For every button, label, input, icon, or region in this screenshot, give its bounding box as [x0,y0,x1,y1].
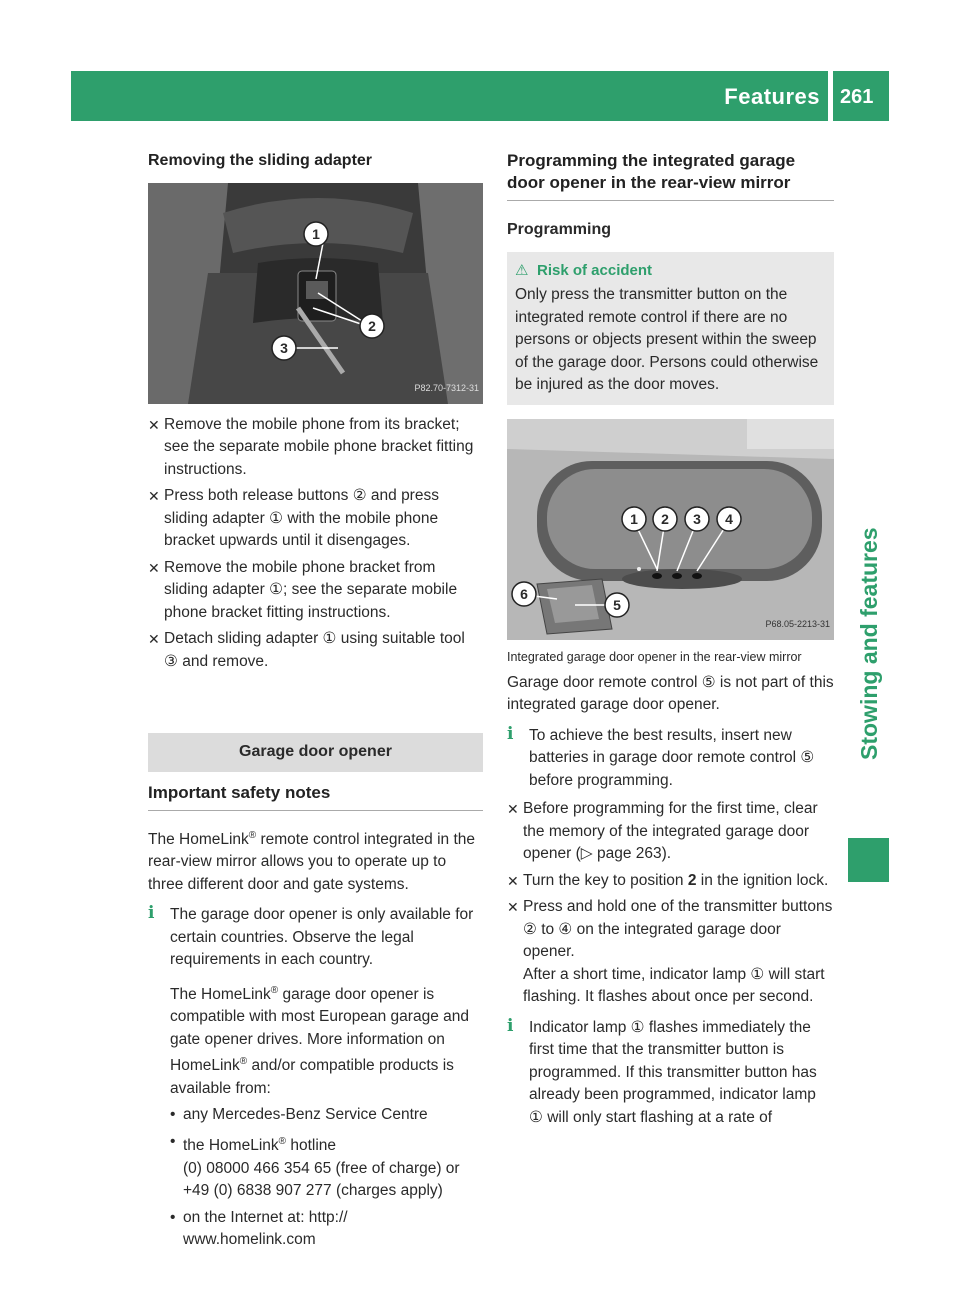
note-availability: i The garage door opener is only available for certain countries. Observe the legal requirements in each country. The HomeLink® garage door opener is compatible with most European garage and gate opener drives. More information on HomeLink® and/or compatible products is available from: • any Mercedes-Benz Service Centre • the HomeLink® hotline (0) 08000 466 354 65 (free of charge) or +49 (0) 6838 907 277 (charges apply) • on the Internet at: http:// www.homelink.com [148,904,483,1251]
mirror-callout-1: 1 [630,510,638,527]
left-column [148,150,483,1252]
step-clear-memory: ✕ Before programming for the first time, clear the memory of the integrated garage door opener (▷ page 263). [507,800,818,862]
warning-box [507,252,834,405]
intro-paragraph: The HomeLink® remote control integrated in the rear-view mirror allows you to operate up to three different door and gate systems. [148,829,476,893]
bullet-internet: • on the Internet at: http:// www.homelink.com [170,1207,483,1252]
step-arrow-icon: ✕ [507,899,519,915]
step-arrow-icon: ✕ [148,488,160,504]
step-arrow-icon: ✕ [148,416,160,433]
step-arrow-icon: ✕ [148,631,160,647]
side-tab-label: Stowing and features [856,527,882,760]
step-press-release: ✕ Press both release buttons ② and press sliding adapter ① with the mobile phone bracket upwards until it disengages. [148,487,439,549]
photo-caption: Integrated garage door opener in the rear-view mirror [507,649,802,664]
step-arrow-icon: ✕ [507,801,519,817]
callout-1: 1 [312,225,320,242]
photo-code: P68.05-2213-31 [765,619,830,629]
photo-code: P82.70-7312-31 [414,383,479,393]
step-remove-phone: ✕ Remove the mobile phone from its bracket; see the separate mobile phone bracket fitting instructions. [148,415,474,478]
info-icon: i [507,1015,514,1036]
heading-programming-opener: Programming the integrated garage door opener in the rear-view mirror [507,150,834,201]
warning-text: Only press the transmitter button on the integrated remote control if there are no persons or objects present within the sweep of the garage door. Persons could otherwise be injured as the door moves. [515,286,819,393]
section-garage-door-opener: Garage door opener [148,733,483,772]
step-detach-adapter: ✕ Detach sliding adapter ① using suitable tool ③ and remove. [148,630,465,670]
info-icon: i [507,723,514,744]
side-tab-marker [848,838,889,882]
step-arrow-icon: ✕ [148,559,160,576]
photo-mirror-illustration [507,419,834,640]
header-bar [71,71,828,121]
info-icon: i [148,903,155,924]
bullet-service-centre: • any Mercedes-Benz Service Centre [170,1104,483,1127]
photo-sliding-adapter-illustration [148,183,483,404]
heading-programming: Programming [507,221,612,238]
warning-title: ⚠ Risk of accident [515,260,826,283]
step-turn-key: ✕ Turn the key to position 2 in the ignition lock. [507,870,834,893]
mirror-callout-6: 6 [520,585,528,602]
warning-triangle-icon: ⚠ [515,261,529,279]
heading-removing-adapter: Removing the sliding adapter [148,152,373,169]
mirror-callout-5: 5 [613,596,621,613]
header-title: Features [724,84,820,109]
photo-sliding-adapter [148,183,483,404]
heading-safety-notes: Important safety notes [148,782,483,811]
step-press-hold: ✕ Press and hold one of the transmitter buttons ② to ④ on the integrated garage door opener. After a short time, indicator lamp ① will start flashing. It flashes about once per second. [507,896,834,1009]
note-compatibility: The HomeLink® garage door opener is compatible with most European garage and gate opener drives. More information on HomeLink® and/or compatible products is available from: [170,984,469,1097]
step-arrow-icon: ✕ [507,872,519,889]
note-indicator-lamp: i Indicator lamp ① flashes immediately the first time that the transmitter button is programmed. If this transmitter button has already been programmed, indicator lamp ① will only start flashing at a rate of [507,1015,817,1126]
step-remove-bracket: ✕ Remove the mobile phone bracket from sliding adapter ①; see the separate mobile phone bracket fitting instructions. [148,558,458,621]
remote-control-paragraph: Garage door remote control ⑤ is not part of this integrated garage door opener. [507,673,834,713]
note-batteries: i To achieve the best results, insert new batteries in garage door remote control ⑤ before programming. [507,723,815,789]
bullet-hotline: • the HomeLink® hotline (0) 08000 466 354 65 (free of charge) or +49 (0) 6838 907 277 (charges apply) [170,1131,483,1203]
step-result: After a short time, indicator lamp ① will start flashing. It flashes about once per second. [523,965,825,1005]
callout-3: 3 [280,339,288,356]
page-number: 261 [840,86,874,108]
photo-rear-view-mirror [507,419,834,640]
mirror-callout-4: 4 [725,510,733,527]
mirror-callout-2: 2 [661,510,669,527]
right-column [507,150,834,1129]
mirror-callout-3: 3 [693,510,701,527]
callout-2: 2 [368,317,376,334]
